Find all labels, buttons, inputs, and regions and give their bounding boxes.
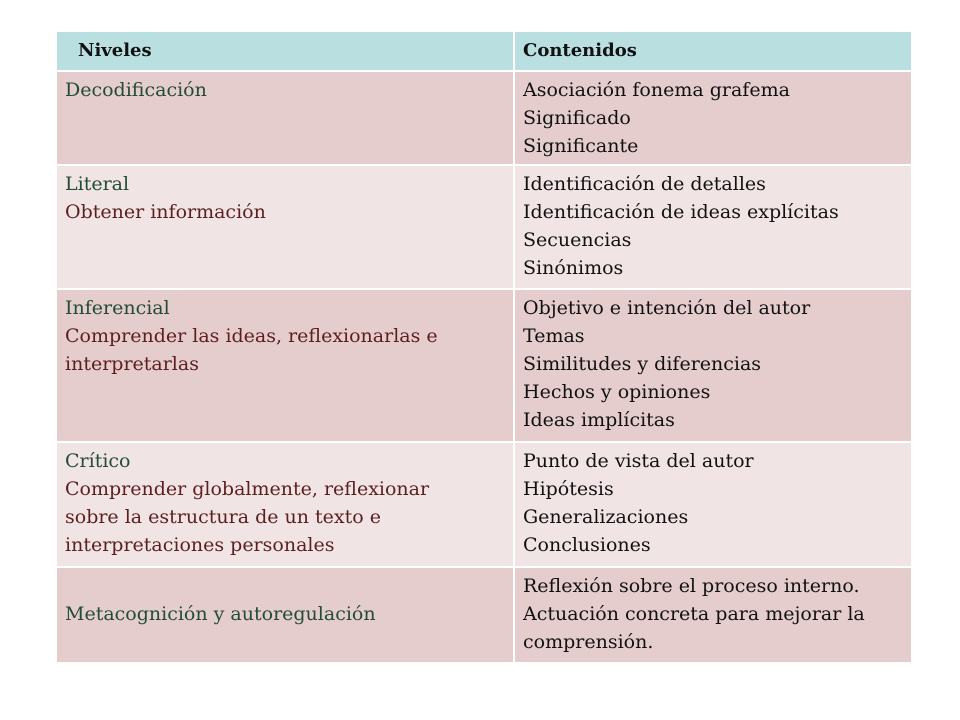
levels-table — [57, 32, 911, 664]
nivel-name: Crítico — [65, 450, 131, 472]
contenido-item: Reflexión sobre el proceso interno. — [523, 575, 860, 597]
table-row — [57, 290, 911, 443]
contenido-item: Objetivo e intención del autor — [523, 297, 811, 319]
nivel-name: Decodificación — [65, 79, 207, 101]
contenido-item: Actuación concreta para mejorar la — [523, 603, 865, 625]
nivel-name: Metacognición y autoregulación — [65, 603, 376, 625]
contenido-item: Identificación de ideas explícitas — [523, 201, 839, 223]
contenido-item: Asociación fonema grafema — [523, 79, 790, 101]
table-row — [57, 568, 911, 664]
contenido-item: Sinónimos — [523, 257, 624, 279]
contenidos-cell — [515, 72, 911, 164]
table-header-row — [57, 32, 911, 72]
table-row — [57, 166, 911, 290]
nivel-description: Comprender las ideas, reflexionarlas e — [65, 325, 438, 347]
contenidos-cell — [515, 443, 911, 566]
contenido-item: Hechos y opiniones — [523, 381, 711, 403]
contenido-item: Conclusiones — [523, 534, 651, 556]
nivel-cell — [57, 443, 515, 566]
contenido-item: Hipótesis — [523, 478, 614, 500]
nivel-cell — [57, 72, 515, 164]
header-niveles: Niveles — [57, 32, 515, 70]
contenidos-cell — [515, 568, 911, 662]
table-row — [57, 443, 911, 568]
nivel-description: interpretaciones personales — [65, 534, 335, 556]
contenido-item: Significante — [523, 135, 639, 157]
contenido-item: comprensión. — [523, 631, 654, 653]
contenido-item: Secuencias — [523, 229, 632, 251]
table-row — [57, 72, 911, 166]
contenido-item: Ideas implícitas — [523, 409, 675, 431]
header-contenidos: Contenidos — [515, 32, 911, 70]
contenido-item: Generalizaciones — [523, 506, 689, 528]
contenido-item: Similitudes y diferencias — [523, 353, 762, 375]
contenidos-cell — [515, 290, 911, 441]
nivel-cell — [57, 166, 515, 288]
contenido-item: Temas — [523, 325, 585, 347]
nivel-description: interpretarlas — [65, 353, 199, 375]
nivel-name: Literal — [65, 173, 130, 195]
nivel-description: sobre la estructura de un texto e — [65, 506, 381, 528]
nivel-description: Obtener información — [65, 201, 266, 223]
nivel-name: Inferencial — [65, 297, 170, 319]
nivel-description: Comprender globalmente, reflexionar — [65, 478, 430, 500]
nivel-cell — [57, 290, 515, 441]
contenidos-cell — [515, 166, 911, 288]
nivel-cell — [57, 568, 515, 662]
contenido-item: Significado — [523, 107, 631, 129]
contenido-item: Punto de vista del autor — [523, 450, 754, 472]
contenido-item: Identificación de detalles — [523, 173, 766, 195]
